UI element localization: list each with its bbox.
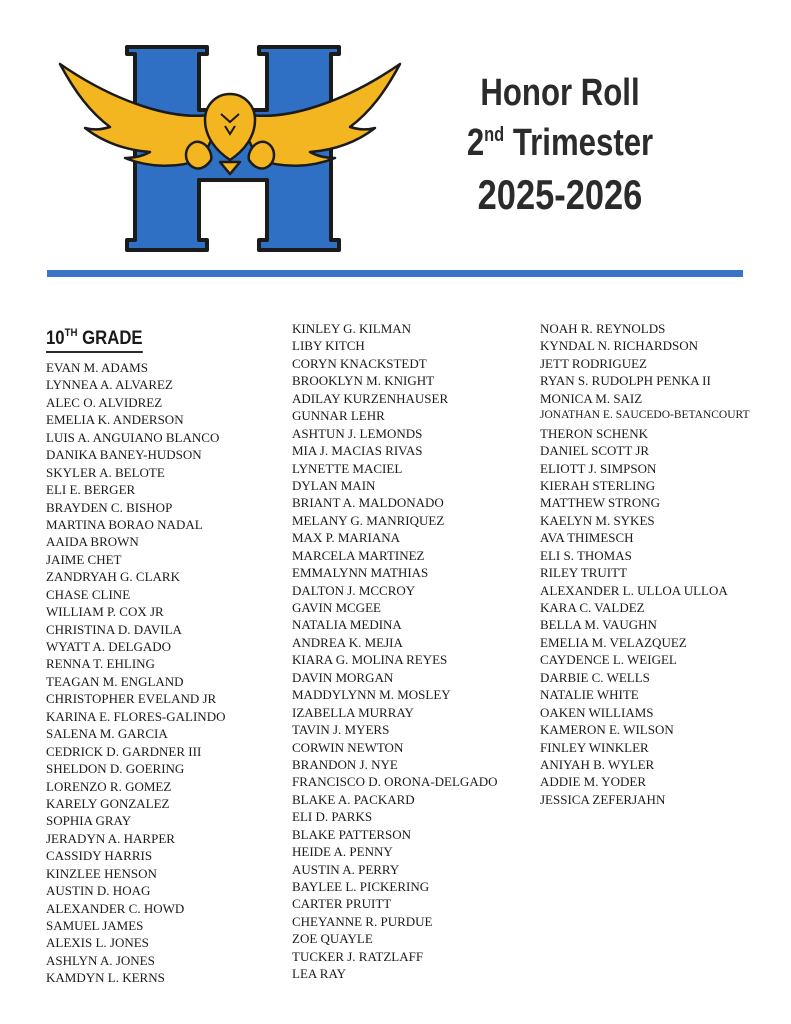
student-name: AAIDA BROWN (46, 534, 139, 550)
student-name: DALTON J. MCCROY (292, 582, 416, 598)
student-name: ZOE QUAYLE (292, 931, 373, 947)
student-name: MADDYLYNN M. MOSLEY (292, 687, 451, 703)
student-name: ANDREA K. MEJIA (292, 634, 403, 650)
student-name: SALENA M. GARCIA (46, 726, 168, 742)
names-column-1 (46, 359, 225, 987)
student-name: ZANDRYAH G. CLARK (46, 569, 180, 585)
student-name: IZABELLA MURRAY (292, 704, 414, 720)
student-name: MARCELA MARTINEZ (292, 547, 425, 563)
student-name: CORWIN NEWTON (292, 739, 404, 755)
student-name: CHASE CLINE (46, 586, 131, 602)
student-name: MELANY G. MANRIQUEZ (292, 512, 445, 528)
student-name: KARINA E. FLORES-GALINDO (46, 708, 226, 724)
student-name: DARBIE C. WELLS (540, 669, 650, 685)
student-name: ASHTUN J. LEMONDS (292, 425, 423, 441)
trimester-label: Trimester (504, 122, 654, 164)
student-name: DANIKA BANEY-HUDSON (46, 447, 202, 463)
student-name: SOPHIA GRAY (46, 813, 132, 829)
student-name: CHRISTINA D. DAVILA (46, 621, 182, 637)
student-name: NATALIE WHITE (540, 687, 639, 703)
student-name: AVA THIMESCH (540, 530, 634, 546)
student-name: KYNDAL N. RICHARDSON (540, 338, 699, 354)
student-name: CHRISTOPHER EVELAND JR (46, 691, 217, 707)
student-name: JAIME CHET (46, 551, 122, 567)
student-name: RYAN S. RUDOLPH PENKA II (540, 373, 711, 389)
student-name: JONATHAN E. SAUCEDO-BETANCOURT (540, 409, 750, 422)
student-name: KARA C. VALDEZ (540, 600, 645, 615)
student-name: WILLIAM P. COX JR (46, 604, 164, 620)
student-name: MARTINA BORAO NADAL (46, 516, 203, 532)
student-name: DANIEL SCOTT JR (540, 443, 650, 459)
student-name: LYNETTE MACIEL (292, 460, 403, 476)
student-name: KINLEY G. KILMAN (292, 321, 412, 336)
student-name: CAYDENCE L. WEIGEL (540, 652, 677, 668)
student-name: EMELIA M. VELAZQUEZ (540, 634, 687, 650)
student-name: DYLAN MAIN (292, 477, 376, 493)
student-name: LORENZO R. GOMEZ (46, 778, 172, 794)
student-name: KIERAH STERLING (540, 477, 656, 493)
student-name: ALEC O. ALVIDREZ (46, 394, 163, 410)
student-name: MATTHEW STRONG (540, 495, 661, 511)
student-name: HEIDE A. PENNY (292, 844, 393, 860)
student-name: EVAN M. ADAMS (46, 360, 148, 375)
school-logo-h-eagle (55, 42, 405, 257)
grade-heading (46, 327, 143, 353)
trimester-number: 2 (466, 122, 485, 164)
student-name: MONICA M. SAIZ (540, 390, 643, 406)
grade-suffix: TH (64, 327, 78, 339)
student-name: BLAKE A. PACKARD (292, 791, 415, 807)
student-name: JERADYN A. HARPER (46, 830, 175, 846)
student-name: NOAH R. REYNOLDS (540, 321, 666, 336)
student-name: CORYN KNACKSTEDT (292, 355, 427, 371)
student-name: WYATT A. DELGADO (46, 639, 172, 654)
student-name: CASSIDY HARRIS (46, 848, 153, 864)
student-name: ADILAY KURZENHAUSER (292, 390, 449, 406)
student-name: FINLEY WINKLER (540, 739, 649, 755)
title-line-2 (462, 124, 659, 162)
student-name: TUCKER J. RATZLAFF (292, 948, 424, 964)
grade-number: 10 (46, 328, 65, 349)
student-name: SHELDON D. GOERING (46, 761, 185, 777)
student-name: MIA J. MACIAS RIVAS (292, 443, 423, 459)
student-name: TEAGAN M. ENGLAND (46, 673, 184, 689)
student-name: CHEYANNE R. PURDUE (292, 913, 433, 929)
student-name: BRANDON J. NYE (292, 756, 398, 772)
student-name: KARELY GONZALEZ (46, 795, 170, 811)
student-name: ALEXANDER L. ULLOA ULLOA (540, 582, 728, 598)
student-name: SAMUEL JAMES (46, 918, 144, 933)
names-column-2 (292, 320, 497, 983)
student-name: BLAKE PATTERSON (292, 826, 412, 842)
student-name: AUSTIN A. PERRY (292, 861, 400, 877)
student-name: NATALIA MEDINA (292, 617, 402, 633)
student-name: ELI D. PARKS (292, 809, 373, 825)
student-name: JETT RODRIGUEZ (540, 355, 648, 371)
student-name: KAMERON E. WILSON (540, 722, 674, 738)
student-name: ALEXIS L. JONES (46, 935, 149, 951)
student-name: EMMALYNN MATHIAS (292, 565, 429, 581)
student-name: ELI E. BERGER (46, 482, 136, 498)
student-name: KAMDYN L. KERNS (46, 970, 165, 986)
student-name: RENNA T. EHLING (46, 656, 155, 672)
student-name: LYNNEA A. ALVAREZ (46, 377, 173, 393)
student-name: MAX P. MARIANA (292, 530, 400, 546)
student-name: BRIANT A. MALDONADO (292, 495, 444, 511)
student-name: GAVIN MCGEE (292, 600, 381, 615)
student-name: GUNNAR LEHR (292, 408, 385, 424)
student-name: EMELIA K. ANDERSON (46, 412, 184, 428)
student-name: RILEY TRUITT (540, 565, 628, 581)
student-name: BELLA M. VAUGHN (540, 617, 657, 633)
student-name: ANIYAH B. WYLER (540, 756, 655, 772)
eagle-wings-icon (60, 64, 400, 174)
student-name: ADDIE M. YODER (540, 774, 647, 790)
student-name: ELI S. THOMAS (540, 547, 632, 563)
student-name: LIBY KITCH (292, 338, 365, 354)
student-name: KIARA G. MOLINA REYES (292, 652, 448, 668)
grade-label: GRADE (77, 328, 143, 349)
student-name: CEDRICK D. GARDNER III (46, 743, 202, 759)
student-name: FRANCISCO D. ORONA-DELGADO (292, 774, 498, 790)
document-title (440, 74, 680, 216)
student-name: THERON SCHENK (540, 425, 648, 441)
student-name: JESSICA ZEFERJAHN (540, 791, 666, 807)
trimester-suffix: nd (484, 124, 505, 146)
student-name: BRAYDEN C. BISHOP (46, 499, 173, 515)
student-name: DAVIN MORGAN (292, 669, 394, 685)
student-name: BROOKLYN M. KNIGHT (292, 373, 435, 389)
school-year: 2025-2026 (477, 171, 643, 218)
names-column-3 (540, 320, 750, 808)
student-name: ELIOTT J. SIMPSON (540, 460, 657, 476)
student-name: ALEXANDER C. HOWD (46, 900, 185, 916)
student-name: BAYLEE L. PICKERING (292, 879, 430, 894)
student-name: LUIS A. ANGUIANO BLANCO (46, 429, 220, 445)
student-name: TAVIN J. MYERS (292, 722, 390, 738)
student-name: KINZLEE HENSON (46, 865, 157, 881)
student-name: OAKEN WILLIAMS (540, 704, 654, 720)
student-name: ASHLYN A. JONES (46, 952, 155, 968)
student-name: LEA RAY (292, 966, 347, 982)
student-name: KAELYN M. SYKES (540, 512, 655, 528)
student-name: AUSTIN D. HOAG (46, 883, 151, 899)
title-line-1: Honor Roll (480, 72, 640, 114)
student-name: CARTER PRUITT (292, 896, 392, 912)
student-name: SKYLER A. BELOTE (46, 464, 165, 480)
header-divider (47, 270, 743, 277)
